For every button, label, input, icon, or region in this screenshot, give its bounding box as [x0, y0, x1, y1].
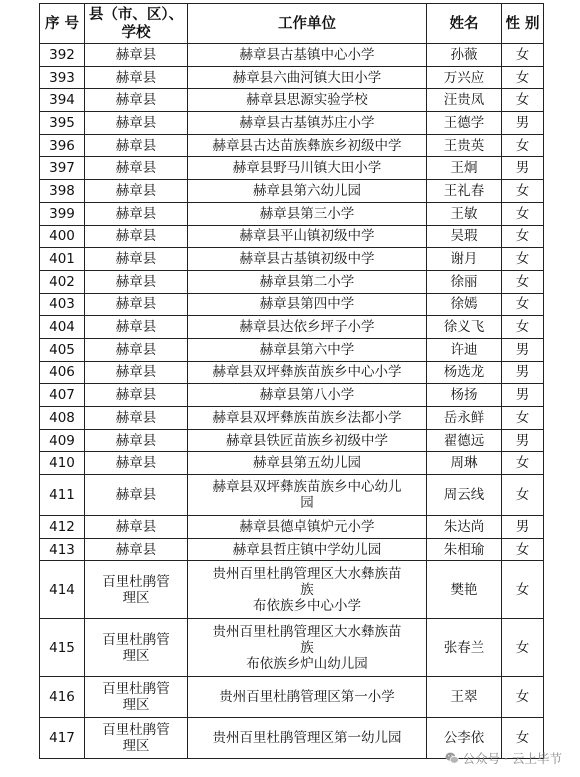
cell-gender: 女 [502, 475, 544, 516]
cell-name: 万兴应 [427, 66, 502, 89]
table-row [40, 248, 544, 271]
cell-seq: 403 [40, 293, 85, 316]
cell-county: 赫章县 [85, 452, 188, 475]
cell-name: 杨扬 [427, 384, 502, 407]
cell-name: 岳永鲜 [427, 407, 502, 430]
cell-name: 张春兰 [427, 619, 502, 677]
watermark-text: 公众号 · 云上毕节 [462, 751, 562, 766]
cell-county: 赫章县 [85, 316, 188, 339]
cell-gender: 女 [502, 134, 544, 157]
table-row [40, 44, 544, 67]
cell-seq: 401 [40, 248, 85, 271]
cell-name: 朱相瑜 [427, 538, 502, 561]
cell-gender: 女 [502, 44, 544, 67]
table-row [40, 338, 544, 361]
cell-gender: 男 [502, 157, 544, 180]
table-row [40, 157, 544, 180]
cell-county: 赫章县 [85, 293, 188, 316]
cell-gender: 女 [502, 677, 544, 718]
cell-name: 王礼春 [427, 180, 502, 203]
cell-seq: 405 [40, 338, 85, 361]
cell-county: 赫章县 [85, 407, 188, 430]
header-unit: 工作单位 [188, 4, 427, 44]
header-gender: 性 别 [502, 4, 544, 44]
cell-unit: 赫章县六曲河镇大田小学 [188, 66, 427, 89]
cell-county: 赫章县 [85, 516, 188, 539]
cell-seq: 408 [40, 407, 85, 430]
table-row [40, 452, 544, 475]
cell-name: 朱达尚 [427, 516, 502, 539]
cell-name: 翟德远 [427, 429, 502, 452]
table-header-row [40, 4, 544, 44]
cell-seq: 416 [40, 677, 85, 718]
cell-gender: 女 [502, 619, 544, 677]
cell-unit: 赫章县思源实验学校 [188, 89, 427, 112]
cell-county: 赫章县 [85, 134, 188, 157]
cell-name: 王敏 [427, 202, 502, 225]
cell-seq: 407 [40, 384, 85, 407]
cell-unit: 赫章县双坪彝族苗族乡法都小学 [188, 407, 427, 430]
cell-name: 王德学 [427, 112, 502, 135]
cell-seq: 402 [40, 270, 85, 293]
table-row [40, 361, 544, 384]
cell-seq: 415 [40, 619, 85, 677]
cell-gender: 女 [502, 66, 544, 89]
cell-unit: 赫章县第六幼儿园 [188, 180, 427, 203]
cell-county: 百里杜鹃管 理区 [85, 561, 188, 619]
cell-county: 百里杜鹃管 理区 [85, 677, 188, 718]
cell-county: 赫章县 [85, 225, 188, 248]
cell-seq: 404 [40, 316, 85, 339]
cell-name: 徐嫣 [427, 293, 502, 316]
cell-seq: 392 [40, 44, 85, 67]
table-row [40, 475, 544, 516]
cell-gender: 女 [502, 561, 544, 619]
table-row [40, 407, 544, 430]
cell-county: 赫章县 [85, 429, 188, 452]
cell-county: 百里杜鹃管 理区 [85, 718, 188, 759]
table-row [40, 225, 544, 248]
cell-unit: 贵州百里杜鹃管理区大水彝族苗 族 布依族乡中心小学 [188, 561, 427, 619]
cell-name: 徐义飞 [427, 316, 502, 339]
cell-unit: 贵州百里杜鹃管理区大水彝族苗 族 布依族乡炉山幼儿园 [188, 619, 427, 677]
cell-county: 赫章县 [85, 338, 188, 361]
cell-gender: 男 [502, 384, 544, 407]
cell-gender: 女 [502, 270, 544, 293]
cell-name: 王翠 [427, 677, 502, 718]
table-row [40, 516, 544, 539]
cell-gender: 女 [502, 452, 544, 475]
cell-unit: 赫章县古基镇初级中学 [188, 248, 427, 271]
cell-county: 赫章县 [85, 44, 188, 67]
cell-seq: 395 [40, 112, 85, 135]
cell-gender: 女 [502, 718, 544, 759]
header-seq: 序 号 [40, 4, 85, 44]
cell-county: 赫章县 [85, 361, 188, 384]
cell-county: 赫章县 [85, 270, 188, 293]
cell-gender: 男 [502, 338, 544, 361]
cell-gender: 男 [502, 361, 544, 384]
table-row [40, 134, 544, 157]
table-row [40, 384, 544, 407]
cell-unit: 赫章县古达苗族彝族乡初级中学 [188, 134, 427, 157]
cell-gender: 男 [502, 516, 544, 539]
cell-gender: 男 [502, 429, 544, 452]
cell-gender: 男 [502, 112, 544, 135]
cell-seq: 412 [40, 516, 85, 539]
personnel-table [39, 3, 544, 759]
cell-gender: 女 [502, 202, 544, 225]
cell-seq: 417 [40, 718, 85, 759]
cell-unit: 贵州百里杜鹃管理区第一小学 [188, 677, 427, 718]
cell-name: 徐丽 [427, 270, 502, 293]
cell-gender: 女 [502, 225, 544, 248]
cell-county: 赫章县 [85, 157, 188, 180]
cell-county: 赫章县 [85, 66, 188, 89]
cell-unit: 赫章县第三小学 [188, 202, 427, 225]
cell-gender: 女 [502, 248, 544, 271]
cell-county: 赫章县 [85, 202, 188, 225]
table-row [40, 619, 544, 677]
cell-gender: 女 [502, 293, 544, 316]
cell-name: 谢月 [427, 248, 502, 271]
cell-name: 公李依 [427, 718, 502, 759]
cell-name: 汪贵凤 [427, 89, 502, 112]
header-county: 县（市、区）、 学校 [85, 4, 188, 44]
cell-gender: 女 [502, 538, 544, 561]
table-row [40, 538, 544, 561]
cell-gender: 女 [502, 316, 544, 339]
table-row [40, 202, 544, 225]
cell-seq: 400 [40, 225, 85, 248]
table-row [40, 429, 544, 452]
cell-county: 赫章县 [85, 475, 188, 516]
cell-seq: 397 [40, 157, 85, 180]
cell-county: 赫章县 [85, 248, 188, 271]
cell-county: 赫章县 [85, 112, 188, 135]
cell-unit: 赫章县哲庄镇中学幼儿园 [188, 538, 427, 561]
cell-seq: 396 [40, 134, 85, 157]
cell-seq: 394 [40, 89, 85, 112]
cell-gender: 女 [502, 89, 544, 112]
cell-unit: 赫章县古基镇中心小学 [188, 44, 427, 67]
cell-unit: 赫章县德卓镇炉元小学 [188, 516, 427, 539]
header-name: 姓名 [427, 4, 502, 44]
cell-unit: 赫章县野马川镇大田小学 [188, 157, 427, 180]
cell-name: 王贵英 [427, 134, 502, 157]
table-row [40, 89, 544, 112]
cell-unit: 赫章县铁匠苗族乡初级中学 [188, 429, 427, 452]
table-row [40, 316, 544, 339]
cell-unit: 赫章县平山镇初级中学 [188, 225, 427, 248]
cell-unit: 赫章县第四中学 [188, 293, 427, 316]
cell-county: 赫章县 [85, 384, 188, 407]
cell-seq: 409 [40, 429, 85, 452]
cell-seq: 414 [40, 561, 85, 619]
cell-name: 许迪 [427, 338, 502, 361]
table-row [40, 561, 544, 619]
cell-name: 樊艳 [427, 561, 502, 619]
cell-name: 周琳 [427, 452, 502, 475]
cell-seq: 393 [40, 66, 85, 89]
cell-unit: 赫章县第六中学 [188, 338, 427, 361]
cell-unit: 赫章县古基镇苏庄小学 [188, 112, 427, 135]
cell-gender: 女 [502, 180, 544, 203]
table-row [40, 180, 544, 203]
cell-unit: 贵州百里杜鹃管理区第一幼儿园 [188, 718, 427, 759]
cell-name: 杨选龙 [427, 361, 502, 384]
cell-name: 孙薇 [427, 44, 502, 67]
cell-unit: 赫章县第二小学 [188, 270, 427, 293]
table-row [40, 293, 544, 316]
cell-county: 百里杜鹃管 理区 [85, 619, 188, 677]
cell-unit: 赫章县达依乡坪子小学 [188, 316, 427, 339]
table-row [40, 66, 544, 89]
cell-seq: 410 [40, 452, 85, 475]
cell-seq: 406 [40, 361, 85, 384]
table-row [40, 677, 544, 718]
cell-seq: 398 [40, 180, 85, 203]
cell-unit: 赫章县第五幼儿园 [188, 452, 427, 475]
cell-seq: 411 [40, 475, 85, 516]
cell-county: 赫章县 [85, 89, 188, 112]
cell-name: 吴瑕 [427, 225, 502, 248]
cell-name: 周云线 [427, 475, 502, 516]
table-row [40, 270, 544, 293]
cell-seq: 413 [40, 538, 85, 561]
cell-unit: 赫章县双坪彝族苗族乡中心小学 [188, 361, 427, 384]
cell-name: 王炯 [427, 157, 502, 180]
cell-county: 赫章县 [85, 180, 188, 203]
cell-unit: 赫章县双坪彝族苗族乡中心幼儿 园 [188, 475, 427, 516]
cell-seq: 399 [40, 202, 85, 225]
cell-unit: 赫章县第八小学 [188, 384, 427, 407]
wechat-icon [445, 751, 459, 765]
cell-county: 赫章县 [85, 538, 188, 561]
table-row [40, 112, 544, 135]
watermark [445, 749, 562, 767]
cell-gender: 女 [502, 407, 544, 430]
